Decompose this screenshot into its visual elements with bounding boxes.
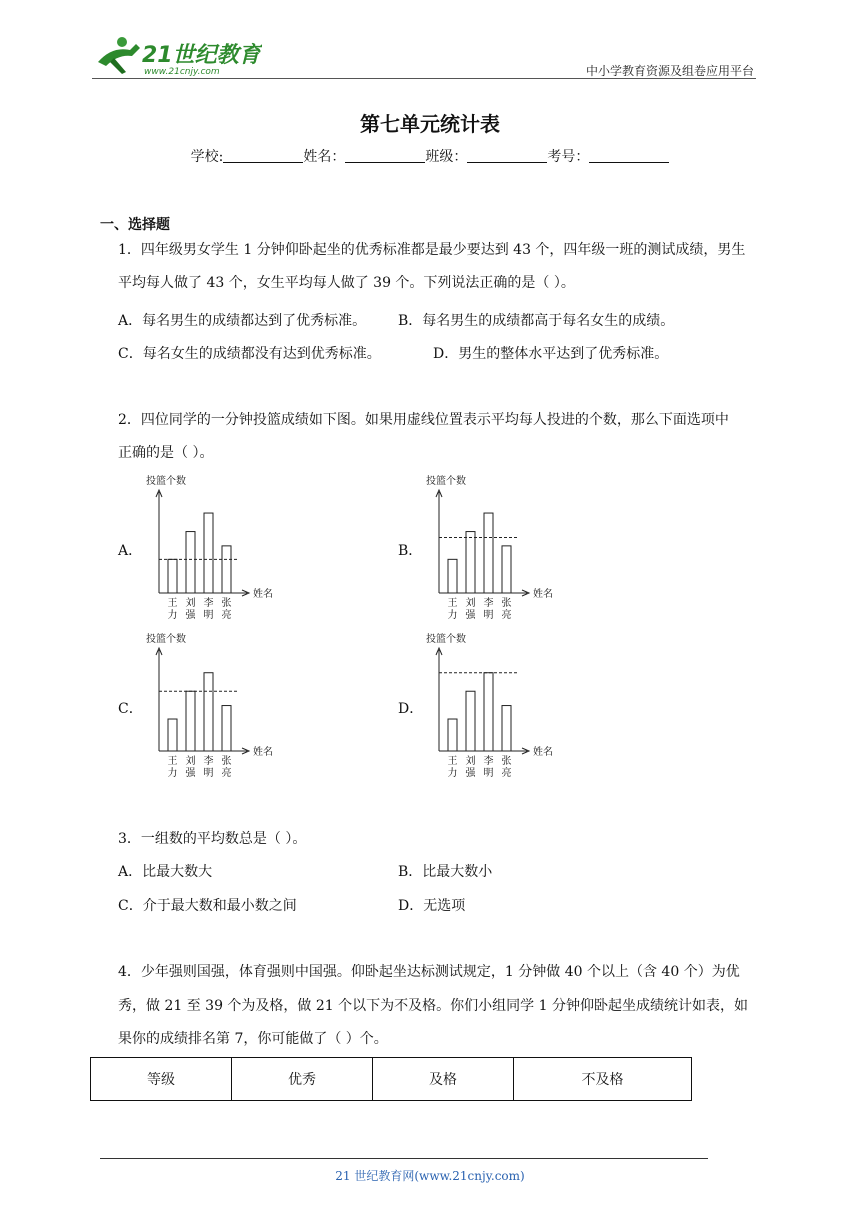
- tick-label-top: 张: [221, 598, 232, 609]
- tick-label-top: 李: [483, 598, 494, 609]
- q1-option-d[interactable]: D．男生的整体水平达到了优秀标准。: [433, 346, 669, 362]
- q2-chart-c: [140, 630, 290, 785]
- q4-line2: 秀，做 21 至 39 个为及格，做 21 个以下为不及格。你们小组同学 1 分钟仰卧起坐成绩统计如表，如: [118, 998, 748, 1014]
- bar-2: [466, 691, 475, 751]
- q3-option-c[interactable]: C．介于最大数和最小数之间: [118, 898, 297, 914]
- tick-label-top: 李: [483, 756, 494, 767]
- q2-option-d-label[interactable]: D．: [398, 701, 424, 717]
- section-heading: 一、选择题: [100, 217, 170, 233]
- q1-option-c[interactable]: C．每名女生的成绩都没有达到优秀标准。: [118, 346, 381, 362]
- tick-label-bottom: 力: [447, 768, 458, 779]
- class-label: 班级：: [425, 149, 468, 165]
- tick-label-top: 刘: [185, 598, 196, 609]
- tick-label-top: 刘: [465, 598, 476, 609]
- table-header-cell: 及格: [373, 1058, 514, 1101]
- table-row: [91, 1058, 692, 1101]
- tick-label-bottom: 明: [203, 610, 214, 621]
- tick-label-bottom: 力: [447, 610, 458, 621]
- class-blank[interactable]: [467, 148, 547, 163]
- y-axis-label: 投篮个数: [146, 476, 186, 487]
- q2-option-c-label[interactable]: C．: [118, 701, 143, 717]
- header-divider: [92, 78, 756, 79]
- tick-label-bottom: 强: [465, 610, 476, 621]
- bar-1: [168, 559, 177, 593]
- tick-label-bottom: 强: [185, 610, 196, 621]
- q3-line1: 3．一组数的平均数总是（ ）。: [118, 831, 307, 847]
- bar-4: [222, 546, 231, 593]
- tick-label-bottom: 明: [203, 768, 214, 779]
- q4-line1: 4．少年强则国强，体育强则中国强。仰卧起坐达标测试规定，1 分钟做 40 个以上（含 40 个）为优: [118, 964, 740, 980]
- footer-divider: [100, 1158, 708, 1159]
- x-axis-label: 姓名: [253, 589, 273, 600]
- q1-line2: 平均每人做了 43 个，女生平均每人做了 39 个。下列说法正确的是（ ）。: [118, 275, 575, 291]
- tick-label-top: 刘: [465, 756, 476, 767]
- q2-chart-b: [420, 472, 570, 627]
- tick-label-top: 王: [167, 598, 178, 609]
- table-header-cell: 等级: [91, 1058, 232, 1101]
- bar-1: [448, 719, 457, 751]
- logo-url: www.21cnjy.com: [144, 67, 220, 77]
- bar-2: [466, 532, 475, 593]
- table-header-cell: 不及格: [514, 1058, 692, 1101]
- tick-label-top: 刘: [185, 756, 196, 767]
- x-axis-label: 姓名: [533, 589, 553, 600]
- bar-4: [222, 706, 231, 751]
- tick-label-bottom: 强: [185, 768, 196, 779]
- tick-label-top: 张: [501, 598, 512, 609]
- bar-3: [484, 673, 493, 751]
- tick-label-top: 张: [501, 756, 512, 767]
- bar-4: [502, 546, 511, 593]
- q4-line3: 果你的成绩排名第 7，你可能做了（ ）个。: [118, 1031, 388, 1047]
- x-axis-label: 姓名: [533, 747, 553, 758]
- q3-option-b[interactable]: B．比最大数小: [398, 864, 493, 880]
- tick-label-top: 王: [447, 756, 458, 767]
- grade-table: [90, 1057, 692, 1101]
- tick-label-bottom: 亮: [221, 610, 232, 621]
- bar-3: [484, 513, 493, 593]
- bar-3: [204, 513, 213, 593]
- y-axis-label: 投篮个数: [426, 634, 466, 645]
- bar-1: [448, 559, 457, 593]
- platform-name: 中小学教育资源及组卷应用平台: [585, 64, 754, 78]
- exam-no-blank[interactable]: [589, 148, 669, 163]
- q1-option-b[interactable]: B．每名男生的成绩都高于每名女生的成绩。: [398, 313, 675, 329]
- school-label: 学校:: [190, 149, 224, 165]
- q1-option-a[interactable]: A．每名男生的成绩都达到了优秀标准。: [118, 313, 367, 329]
- y-axis-label: 投篮个数: [426, 476, 466, 487]
- q2-line2: 正确的是（ ）。: [118, 445, 214, 461]
- tick-label-top: 张: [221, 756, 232, 767]
- bar-4: [502, 706, 511, 751]
- tick-label-bottom: 强: [465, 768, 476, 779]
- q1-line1: 1．四年级男女学生 1 分钟仰卧起坐的优秀标准都是最少要达到 43 个，四年级一班的测试成绩，男生: [118, 242, 746, 258]
- site-logo: [92, 32, 262, 80]
- logo-text: 21世纪教育: [142, 43, 261, 68]
- exam-no-label: 考号：: [547, 149, 590, 165]
- q2-option-a-label[interactable]: A．: [118, 543, 143, 559]
- logo-icon: [92, 32, 262, 80]
- q2-option-b-label[interactable]: B．: [398, 543, 423, 559]
- q3-option-a[interactable]: A．比最大数大: [118, 864, 213, 880]
- q2-line1: 2．四位同学的一分钟投篮成绩如下图。如果用虚线位置表示平均每人投进的个数，那么下面选项中: [118, 412, 729, 428]
- table-header-cell: 优秀: [232, 1058, 373, 1101]
- footer-text: 21 世纪教育网(www.21cnjy.com): [335, 1169, 525, 1183]
- bar-2: [186, 532, 195, 593]
- name-blank[interactable]: [345, 148, 425, 163]
- tick-label-top: 王: [447, 598, 458, 609]
- tick-label-bottom: 力: [167, 768, 178, 779]
- bar-2: [186, 691, 195, 751]
- tick-label-bottom: 明: [483, 768, 494, 779]
- bar-3: [204, 673, 213, 751]
- y-axis-label: 投篮个数: [146, 634, 186, 645]
- q2-chart-a: [140, 472, 290, 627]
- student-info-line: [0, 146, 860, 166]
- tick-label-top: 李: [203, 756, 214, 767]
- q2-chart-d: [420, 630, 570, 785]
- school-blank[interactable]: [223, 148, 303, 163]
- name-label: 姓名：: [303, 149, 346, 165]
- tick-label-bottom: 亮: [501, 768, 512, 779]
- tick-label-top: 王: [167, 756, 178, 767]
- tick-label-bottom: 亮: [501, 610, 512, 621]
- x-axis-label: 姓名: [253, 747, 273, 758]
- q3-option-d[interactable]: D．无选项: [398, 898, 466, 914]
- tick-label-bottom: 亮: [221, 768, 232, 779]
- tick-label-bottom: 力: [167, 610, 178, 621]
- bar-1: [168, 719, 177, 751]
- page-title: 第七单元统计表: [360, 112, 500, 136]
- tick-label-bottom: 明: [483, 610, 494, 621]
- tick-label-top: 李: [203, 598, 214, 609]
